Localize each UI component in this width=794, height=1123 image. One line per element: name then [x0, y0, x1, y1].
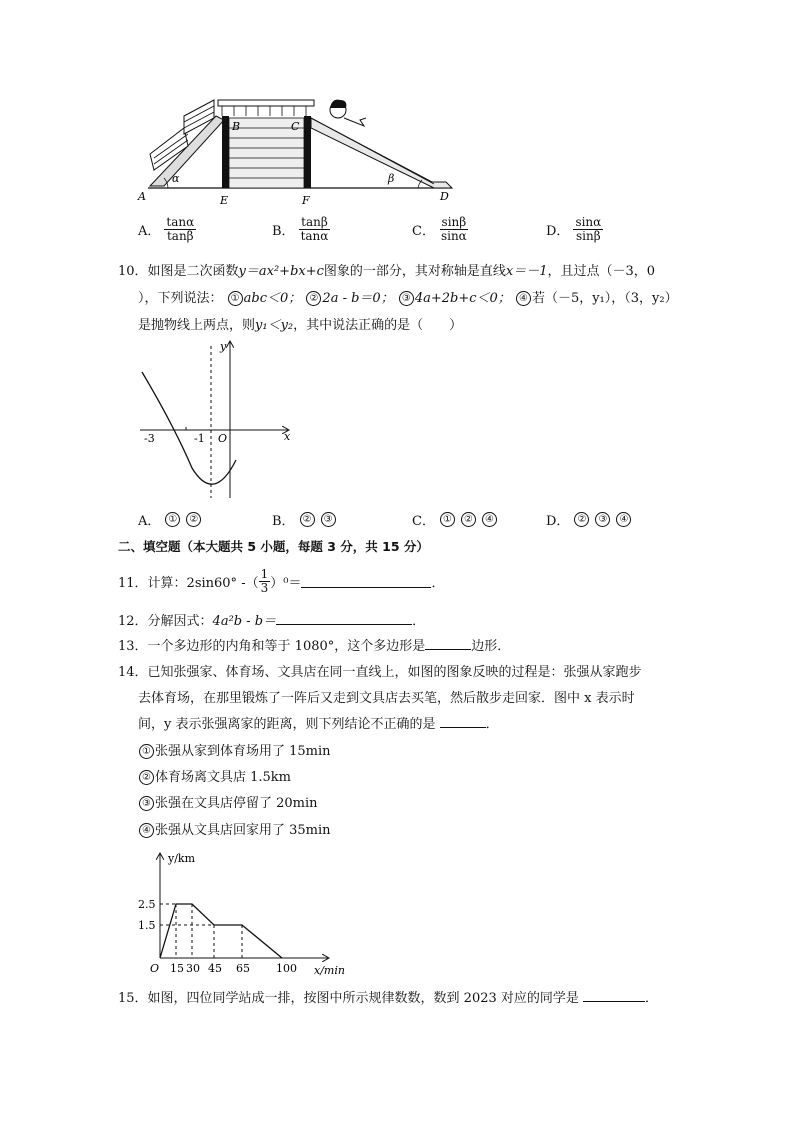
circled-num: ② [461, 512, 476, 527]
q9-option-b[interactable] [272, 216, 330, 243]
label-alpha: α [172, 172, 180, 185]
option-letter: B． [272, 224, 295, 239]
q14-item-4: ④ 张强从文具店回家用了 35min [138, 819, 331, 838]
axis-y-label: y/km [168, 852, 196, 865]
answer-blank[interactable] [440, 715, 486, 728]
circled-num: ② [306, 291, 321, 306]
circled-num: ④ [516, 291, 531, 306]
option-letter: D． [546, 224, 570, 239]
q11: 11．计算：2sin60° -（ $\frac{1}{3}$ ）⁰＝ ． [118, 567, 445, 595]
q9-option-a[interactable] [138, 216, 196, 243]
origin-label: O [150, 962, 160, 975]
q10-option-c[interactable]: C． ① ② ④ [412, 510, 498, 529]
circled-num: ② [186, 512, 201, 527]
circled-num: ③ [399, 291, 414, 306]
option-fraction: $\frac{\tan\alpha}{\tan\beta}$ [166, 215, 195, 243]
x-tick-label: 100 [276, 962, 297, 975]
q14-item-3: ③ 张强在文具店停留了 20min [138, 792, 318, 811]
circled-num: ④ [616, 512, 631, 527]
q9-option-c[interactable] [412, 216, 469, 243]
q10-line-3: 是抛物线上两点，则y₁＜y₂，其中说法正确的是（ ） [138, 318, 463, 333]
tick-label-minus3: -3 [144, 432, 155, 445]
tick-label-minus1: -1 [194, 432, 205, 445]
x-tick-label: 45 [208, 962, 222, 975]
slide-figure [134, 96, 464, 208]
option-fraction: $\frac{\sin\alpha}{\sin\beta}$ [575, 215, 602, 243]
origin-label: O [218, 432, 228, 445]
axis-y-label: y [220, 340, 227, 353]
q14-item-2: ② 体育场离文具店 1.5km [138, 766, 291, 785]
q10-option-b[interactable]: B． ② ③ [272, 510, 337, 529]
q14-line-2: 去体育场，在那里锻炼了一阵后又走到文具店去买笔，然后散步走回家．图中 x 表示时 [138, 691, 635, 706]
label-A: A [138, 190, 146, 203]
q10-option-a[interactable]: A． ① ② [138, 510, 202, 529]
circled-num: ② [574, 512, 589, 527]
q13: 13．一个多边形的内角和等于 1080°，这个多边形是 边形． [118, 639, 511, 654]
y-tick-label: 1.5 [138, 919, 156, 932]
answer-blank[interactable] [425, 637, 471, 650]
label-F: F [302, 194, 310, 207]
label-D: D [440, 190, 449, 203]
fraction: $\frac{1}{3}$ [260, 567, 269, 595]
label-C: C [291, 120, 300, 133]
y-tick-label: 2.5 [138, 898, 156, 911]
circled-num: ③ [321, 512, 336, 527]
q9-option-d[interactable] [546, 216, 603, 243]
option-letter: C． [412, 224, 435, 239]
answer-blank[interactable] [301, 575, 431, 588]
label-beta: β [388, 172, 395, 185]
q10-option-d[interactable]: D． ② ③ ④ [546, 510, 632, 529]
axis-x-label: x/min [314, 964, 345, 977]
q15: 15．如图，四位同学站成一排，按图中所示规律数数，数到 2023 对应的同学是 ． [118, 991, 659, 1006]
circled-num: ② [300, 512, 315, 527]
circled-num: ③ [595, 512, 610, 527]
circled-num: ① [440, 512, 455, 527]
distance-time-graph [134, 850, 364, 980]
label-E: E [220, 194, 229, 207]
answer-blank[interactable] [583, 989, 645, 1002]
parabola-graph [136, 338, 296, 502]
q14-line-1: 14．已知张强家、体育场、文具店在同一直线上，如图的图象反映的过程是：张强从家跑步 [118, 665, 642, 680]
q10-line-1: 10．如图是二次函数y＝ax²+bx+c图象的一部分，其对称轴是直线x＝－1，且过点（－3，0 [118, 264, 656, 279]
option-letter: A． [138, 224, 161, 239]
q10-line-2: ），下列说法： ① abc＜0； ② 2a - b＝0； ③ 4a+2b+c＜0； ④ 若（－5，y₁），（3，y₂） [138, 291, 678, 306]
x-tick-label: 15 [170, 962, 184, 975]
x-tick-label: 65 [236, 962, 250, 975]
q14-item-1: ① 张强从家到体育场用了 15min [138, 740, 331, 759]
circled-num: ④ [482, 512, 497, 527]
x-tick-label: 30 [186, 962, 200, 975]
circled-num: ① [228, 291, 243, 306]
label-B: B [232, 120, 241, 133]
answer-blank[interactable] [276, 612, 412, 625]
option-fraction: $\frac{\tan\beta}{\tan\alpha}$ [300, 215, 329, 243]
axis-x-label: x [284, 430, 291, 443]
q12: 12．分解因式：4a²b - b＝ ． [118, 614, 426, 629]
option-fraction: $\frac{\sin\beta}{\sin\alpha}$ [440, 215, 467, 243]
section-heading: 二、填空题（本大题共 5 小题，每题 3 分，共 15 分） [118, 539, 429, 554]
circled-num: ① [165, 512, 180, 527]
q14-line-3: 间，y 表示张强离家的距离，则下列结论不正确的是 ． [138, 717, 499, 732]
